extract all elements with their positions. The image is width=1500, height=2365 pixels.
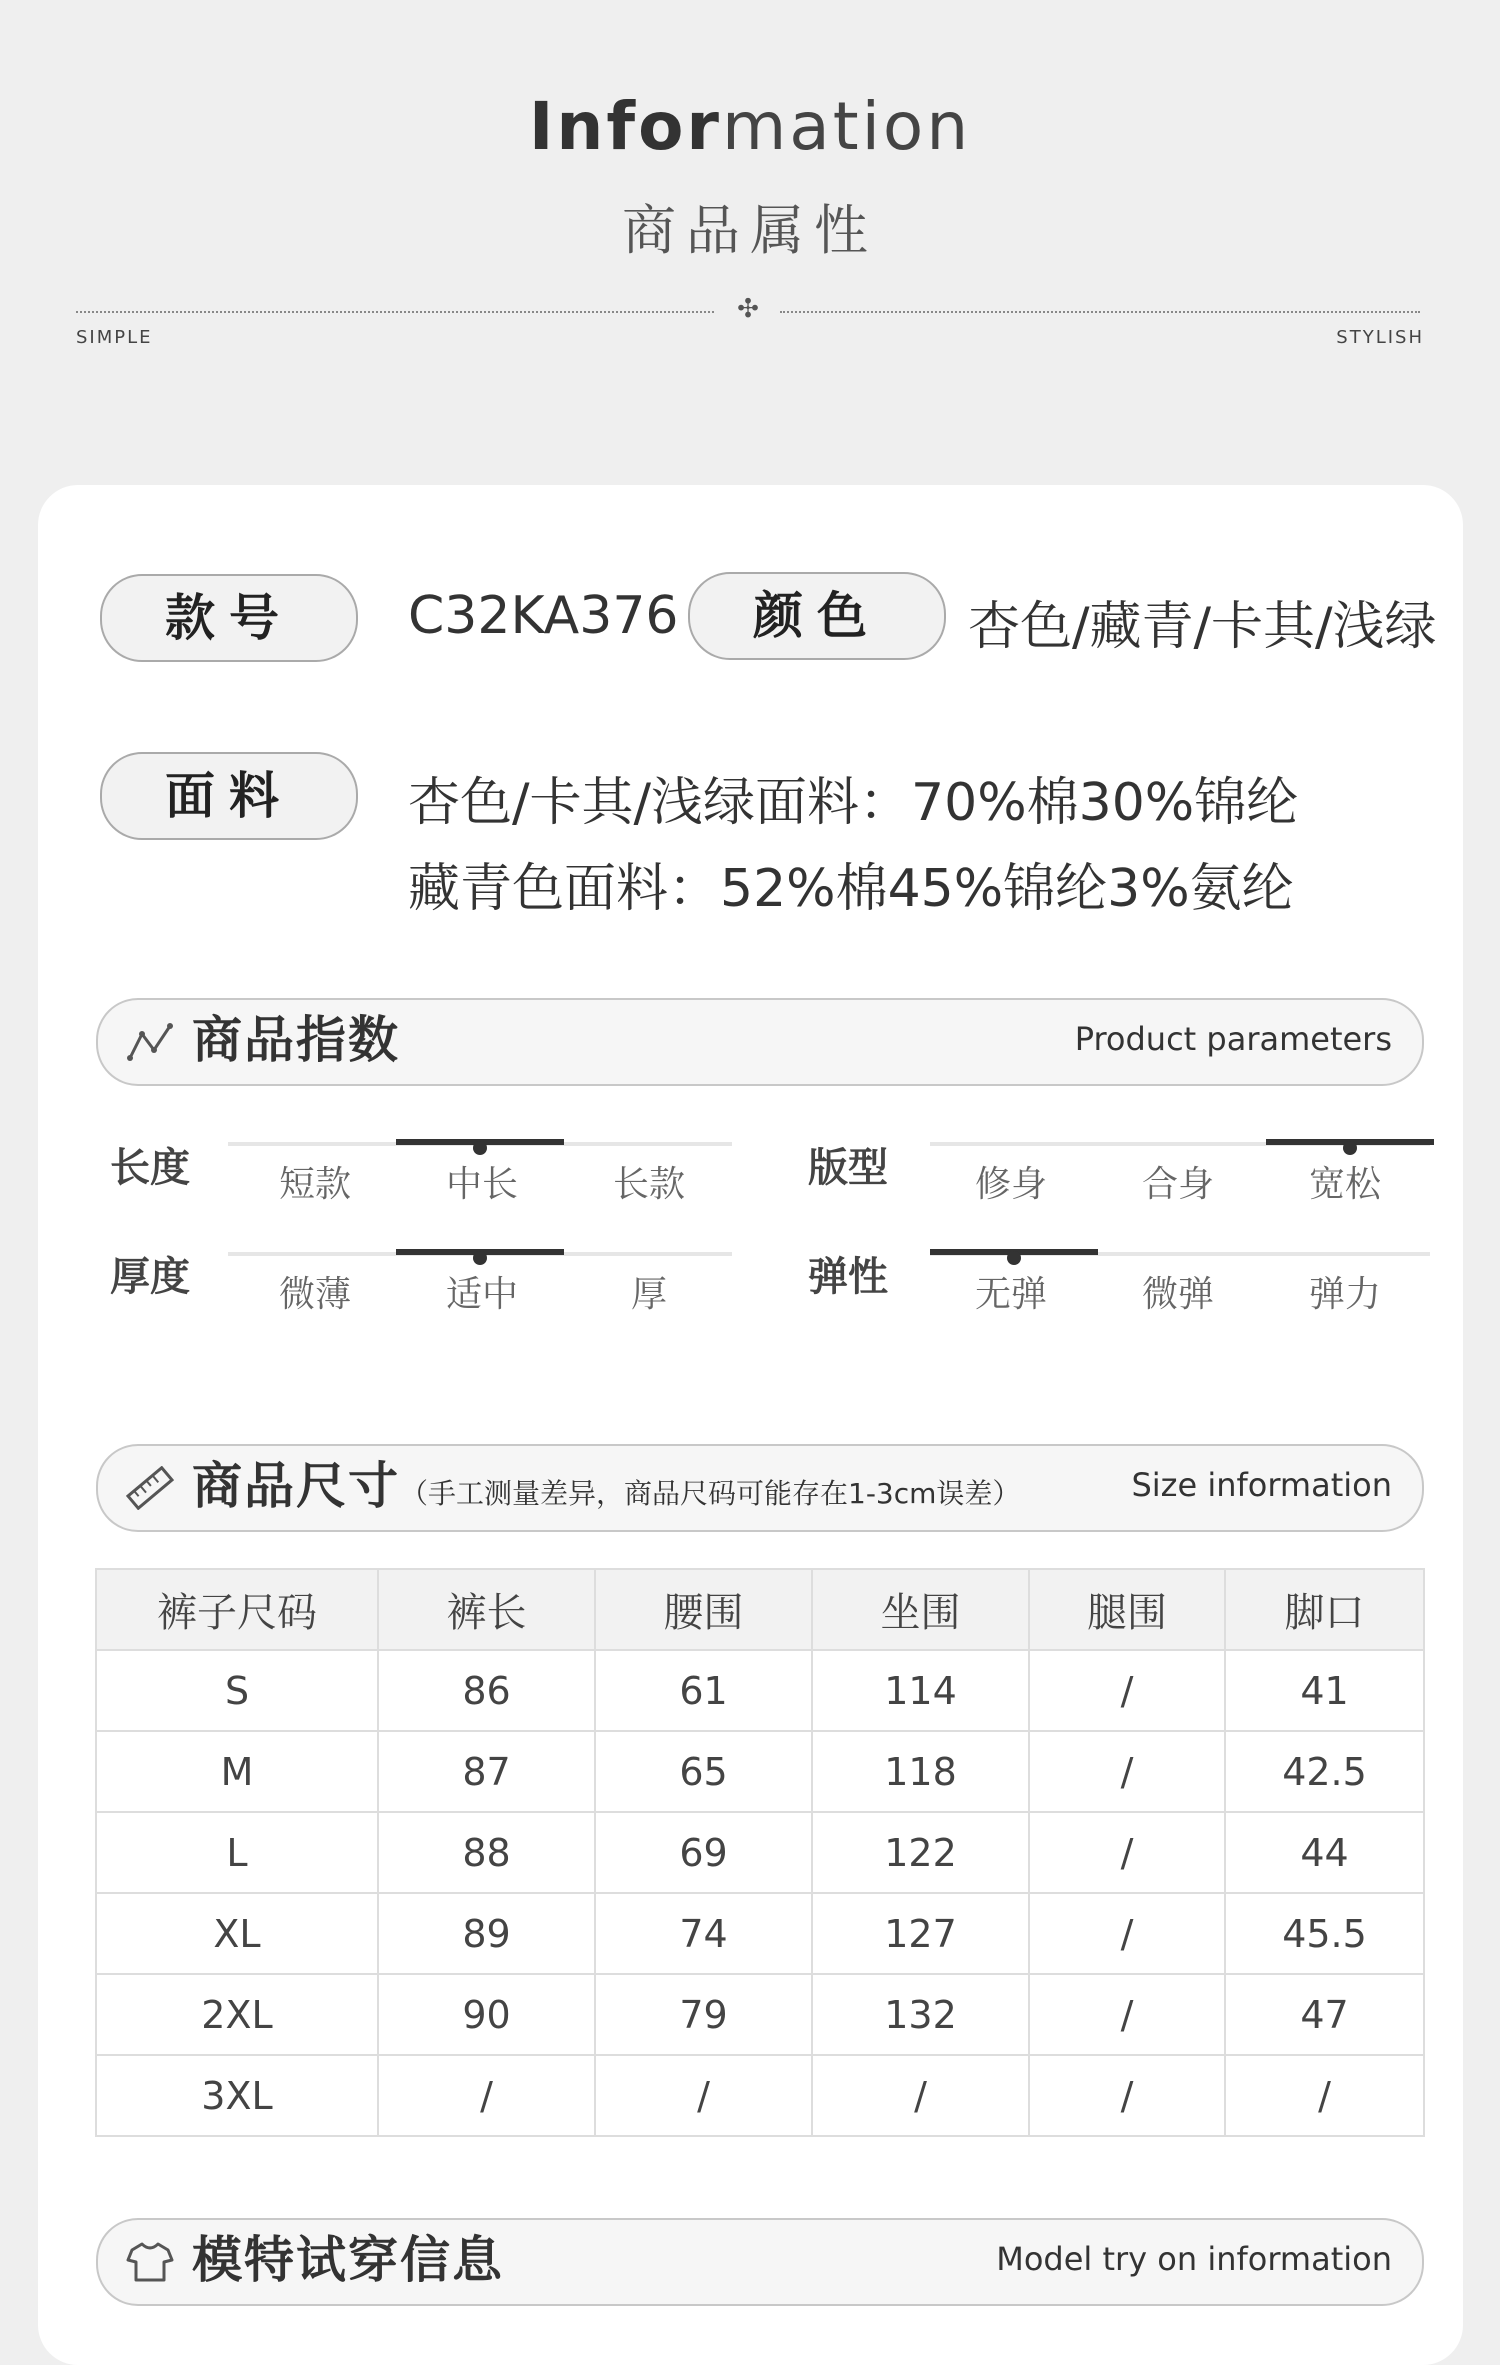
size-cell: / <box>1029 1974 1225 2055</box>
size-cell: 90 <box>378 1974 595 2055</box>
size-header-cell: 脚口 <box>1225 1569 1424 1650</box>
param-option: 合身 <box>1141 1164 1214 1205</box>
model-info-english: Model try on information <box>996 2240 1392 2278</box>
size-table-header <box>96 1569 1424 1650</box>
size-cell: / <box>1225 2055 1424 2136</box>
size-table-body <box>96 1650 1424 2136</box>
param-option: 厚 <box>630 1274 667 1315</box>
param-label: 弹性 <box>808 1254 888 1300</box>
size-table <box>95 1568 1425 2137</box>
size-cell: S <box>96 1650 378 1731</box>
trend-line-icon <box>126 1020 174 1064</box>
model-info-title: 模特试穿信息 <box>192 2231 504 2289</box>
size-cell: 79 <box>595 1974 812 2055</box>
divider-right <box>780 311 1420 313</box>
simple-tag: SIMPLE <box>76 327 153 348</box>
param-label: 版型 <box>808 1145 888 1191</box>
table-row <box>96 1812 1424 1893</box>
size-information-title: 商品尺寸（手工测量差异，商品尺码可能存在1-3cm误差） <box>192 1457 1021 1515</box>
size-cell: 41 <box>1225 1650 1424 1731</box>
size-information-bar <box>96 1444 1424 1532</box>
size-cell: / <box>1029 1812 1225 1893</box>
size-cell: 122 <box>812 1812 1029 1893</box>
size-header-cell: 裤子尺码 <box>96 1569 378 1650</box>
style-number-value: C32KA376 <box>408 586 679 646</box>
table-row <box>96 1893 1424 1974</box>
size-cell: / <box>1029 1893 1225 1974</box>
size-note: （手工测量差异，商品尺码可能存在1-3cm误差） <box>400 1477 1021 1510</box>
size-header-cell: 腿围 <box>1029 1569 1225 1650</box>
param-label: 长度 <box>110 1145 190 1191</box>
size-cell: 127 <box>812 1893 1029 1974</box>
param-option: 适中 <box>445 1274 518 1315</box>
size-cell: 87 <box>378 1731 595 1812</box>
divider-left <box>76 311 714 313</box>
move-cross-icon: ✣ <box>737 294 759 324</box>
size-cell: 118 <box>812 1731 1029 1812</box>
table-row <box>96 1731 1424 1812</box>
size-cell: 65 <box>595 1731 812 1812</box>
param-option: 修身 <box>974 1164 1047 1205</box>
table-row <box>96 1650 1424 1731</box>
size-cell: 44 <box>1225 1812 1424 1893</box>
color-pill: 颜色 <box>688 572 946 660</box>
size-cell: XL <box>96 1893 378 1974</box>
param-option: 长款 <box>612 1164 685 1205</box>
param-option: 中长 <box>445 1164 518 1205</box>
size-header-cell: 腰围 <box>595 1569 812 1650</box>
product-parameters-english: Product parameters <box>1074 1020 1392 1058</box>
param-option: 无弹 <box>974 1274 1047 1315</box>
size-cell: 86 <box>378 1650 595 1731</box>
fabric-pill: 面料 <box>100 752 358 840</box>
ruler-icon <box>126 1466 174 1510</box>
param-selected-dot <box>1007 1251 1021 1265</box>
fabric-line-2: 藏青色面料：52%棉45%锦纶3%氨纶 <box>408 859 1294 919</box>
size-cell: 45.5 <box>1225 1893 1424 1974</box>
size-cell: 69 <box>595 1812 812 1893</box>
size-cell: / <box>378 2055 595 2136</box>
table-row <box>96 1974 1424 2055</box>
size-cell: / <box>812 2055 1029 2136</box>
size-cell: 88 <box>378 1812 595 1893</box>
fabric-line-1: 杏色/卡其/浅绿面料：70%棉30%锦纶 <box>408 773 1299 833</box>
info-subtitle: 商品属性 <box>622 199 878 262</box>
size-cell: / <box>595 2055 812 2136</box>
size-cell: 89 <box>378 1893 595 1974</box>
size-cell: M <box>96 1731 378 1812</box>
size-cell: / <box>1029 2055 1225 2136</box>
param-selected-dot <box>473 1251 487 1265</box>
size-header-cell: 裤长 <box>378 1569 595 1650</box>
param-selected-dot <box>473 1141 487 1155</box>
color-value: 杏色/藏青/卡其/浅绿 <box>968 597 1437 657</box>
param-label: 厚度 <box>110 1254 190 1300</box>
size-cell: 132 <box>812 1974 1029 2055</box>
size-cell: 74 <box>595 1893 812 1974</box>
size-cell: 2XL <box>96 1974 378 2055</box>
size-cell: 3XL <box>96 2055 378 2136</box>
param-option: 微弹 <box>1141 1274 1214 1315</box>
stylish-tag: STYLISH <box>1336 327 1424 348</box>
size-cell: 61 <box>595 1650 812 1731</box>
size-header-cell: 坐围 <box>812 1569 1029 1650</box>
product-parameters-title: 商品指数 <box>192 1011 400 1069</box>
product-parameters-bar <box>96 998 1424 1086</box>
size-cell: 42.5 <box>1225 1731 1424 1812</box>
param-selected-dot <box>1343 1141 1357 1155</box>
param-option: 微薄 <box>278 1274 351 1315</box>
size-cell: / <box>1029 1731 1225 1812</box>
size-cell: / <box>1029 1650 1225 1731</box>
param-option: 弹力 <box>1308 1274 1381 1315</box>
size-cell: 47 <box>1225 1974 1424 2055</box>
size-cell: 114 <box>812 1650 1029 1731</box>
model-info-bar <box>96 2218 1424 2306</box>
style-number-pill: 款号 <box>100 574 358 662</box>
param-option: 短款 <box>278 1164 351 1205</box>
size-information-english: Size information <box>1131 1466 1392 1504</box>
param-option: 宽松 <box>1308 1164 1381 1205</box>
size-cell: L <box>96 1812 378 1893</box>
table-row <box>96 2055 1424 2136</box>
shirt-icon <box>126 2240 174 2284</box>
info-title: Information <box>528 88 972 165</box>
